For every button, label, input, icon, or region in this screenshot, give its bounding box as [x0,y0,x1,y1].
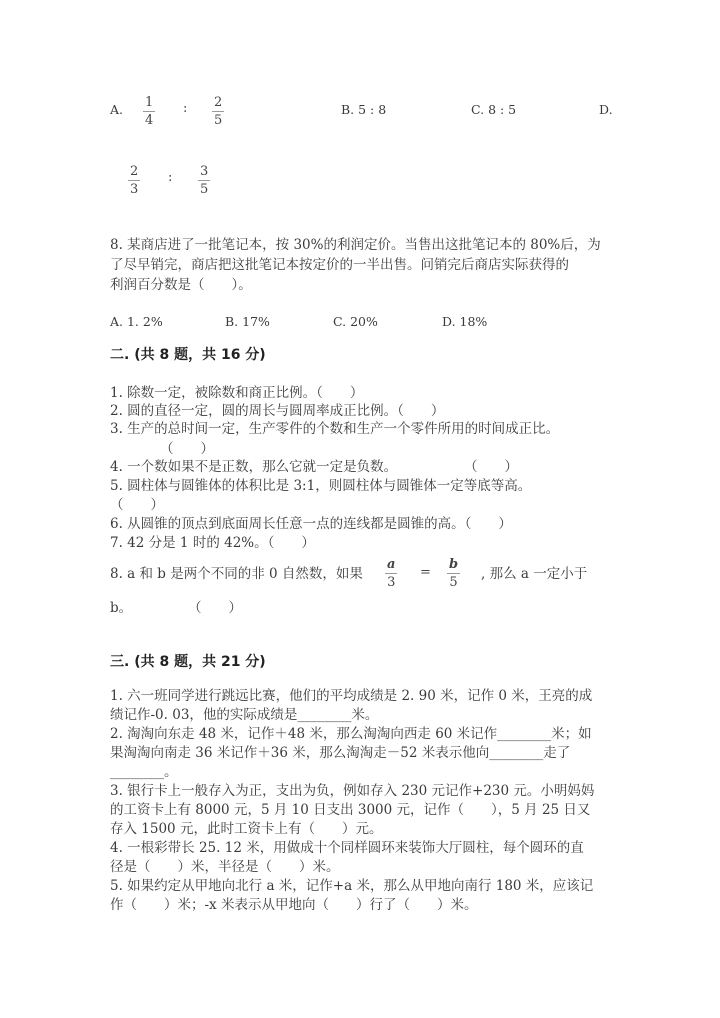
true-false-item: 3. 生产的总时间一定，生产零件的个数和生产一个零件所用的时间成正比。 [110,421,560,437]
option-a-label: A. [110,102,124,117]
question-text-line: 8. 某商店进了一批笔记本，按 30%的利润定价。当售出这批笔记本的 80%后，为 [110,237,601,253]
fraction: $\frac{a}{3}$ [387,557,396,590]
true-false-item: 2. 圆的直径一定，圆的周长与圆周率成正比例。（ ） [110,403,445,419]
fraction: $\frac{1}{4}$ [145,95,154,128]
fill-blank-line: 1. 六一班同学进行跳远比赛，他们的平均成绩是 2. 90 米，记作 0 米，王亮的成 [110,688,593,704]
option-b: B. 17% [225,314,270,329]
fraction: $\frac{3}{5}$ [200,164,209,197]
section-heading: 三. (共 8 题，共 21 分) [110,654,266,670]
answer-paren: （ ） [160,441,214,457]
fill-blank-line: ________。 [110,764,178,780]
fill-blank-line: 5. 如果约定从甲地向北行 a 米，记作+a 米，那么从甲地向南行 180 米，应该记 [110,878,594,894]
fill-blank-line: 存入 1500 元，此时工资卡上有（ ）元。 [110,821,383,837]
fill-blank-line: 2. 淘淘向东走 48 米，记作＋48 米，那么淘淘向西走 60 米记作________米；如 [110,726,592,742]
option-a: A. 1. 2% [110,314,163,329]
fill-blank-line: 绩记作-0. 03，他的实际成绩是________米。 [110,707,379,723]
equals-sign: = [420,565,431,580]
ratio-colon: : [183,101,188,116]
true-false-item: 4. 一个数如果不是正数，那么它就一定是负数。 [110,459,398,475]
question-text-line: 利润百分数是（ ）。 [110,277,252,293]
answer-paren: （ ） [110,497,164,513]
true-false-item: 1. 除数一定，被除数和商正比例。（ ） [110,385,364,401]
question-text: , 那么 a 一定小于 [481,566,588,582]
option-c: C. 8 : 5 [471,102,517,117]
fill-blank-line: 4. 一根彩带长 25. 12 米，用做成十个同样圆环来装饰大厅圆柱，每个圆环的直 [110,840,584,856]
fill-blank-line: 3. 银行卡上一般存入为正，支出为负，例如存入 230 元记作+230 元。小明妈妈 [110,783,595,799]
question-text: 8. a 和 b 是两个不同的非 0 自然数，如果 [110,566,363,582]
fraction: $\frac{2}{3}$ [130,164,139,197]
ratio-colon: : [168,170,173,185]
fill-blank-line: 的工资卡上有 8000 元，5 月 10 日支出 3000 元，记作（ ），5 月 25 日又 [110,802,591,818]
fill-blank-line: 作（ ）米；-x 米表示从甲地向（ ）行了（ ）米。 [110,897,478,913]
answer-paren: （ ） [464,459,518,475]
question-text: b。 [110,600,133,616]
section-heading: 二. (共 8 题，共 16 分) [110,347,266,363]
option-c: C. 20% [333,314,378,329]
fraction: $\frac{b}{5}$ [449,557,459,590]
answer-paren: （ ） [188,600,242,616]
true-false-item: 7. 42 分是 1 时的 42%。（ ） [110,535,315,551]
fill-blank-line: 径是（ ）米，半径是（ ）米。 [110,859,340,875]
option-d: D. 18% [442,314,488,329]
true-false-item: 6. 从圆锥的顶点到底面周长任意一点的连线都是圆锥的高。（ ） [110,516,512,532]
fill-blank-line: 果淘淘向南走 36 米记作＋36 米，那么淘淘走－52 米表示他向________走了 [110,745,571,761]
true-false-item: 5. 圆柱体与圆锥体的体积比是 3:1，则圆柱体与圆锥体一定等底等高。 [110,478,532,494]
fraction: $\frac{2}{5}$ [214,95,223,128]
question-text-line: 了尽早销完，商店把这批笔记本按定价的一半出售。问销完后商店实际获得的 [110,257,569,273]
option-b: B. 5 : 8 [341,102,387,117]
option-d-label: D. [599,102,613,117]
